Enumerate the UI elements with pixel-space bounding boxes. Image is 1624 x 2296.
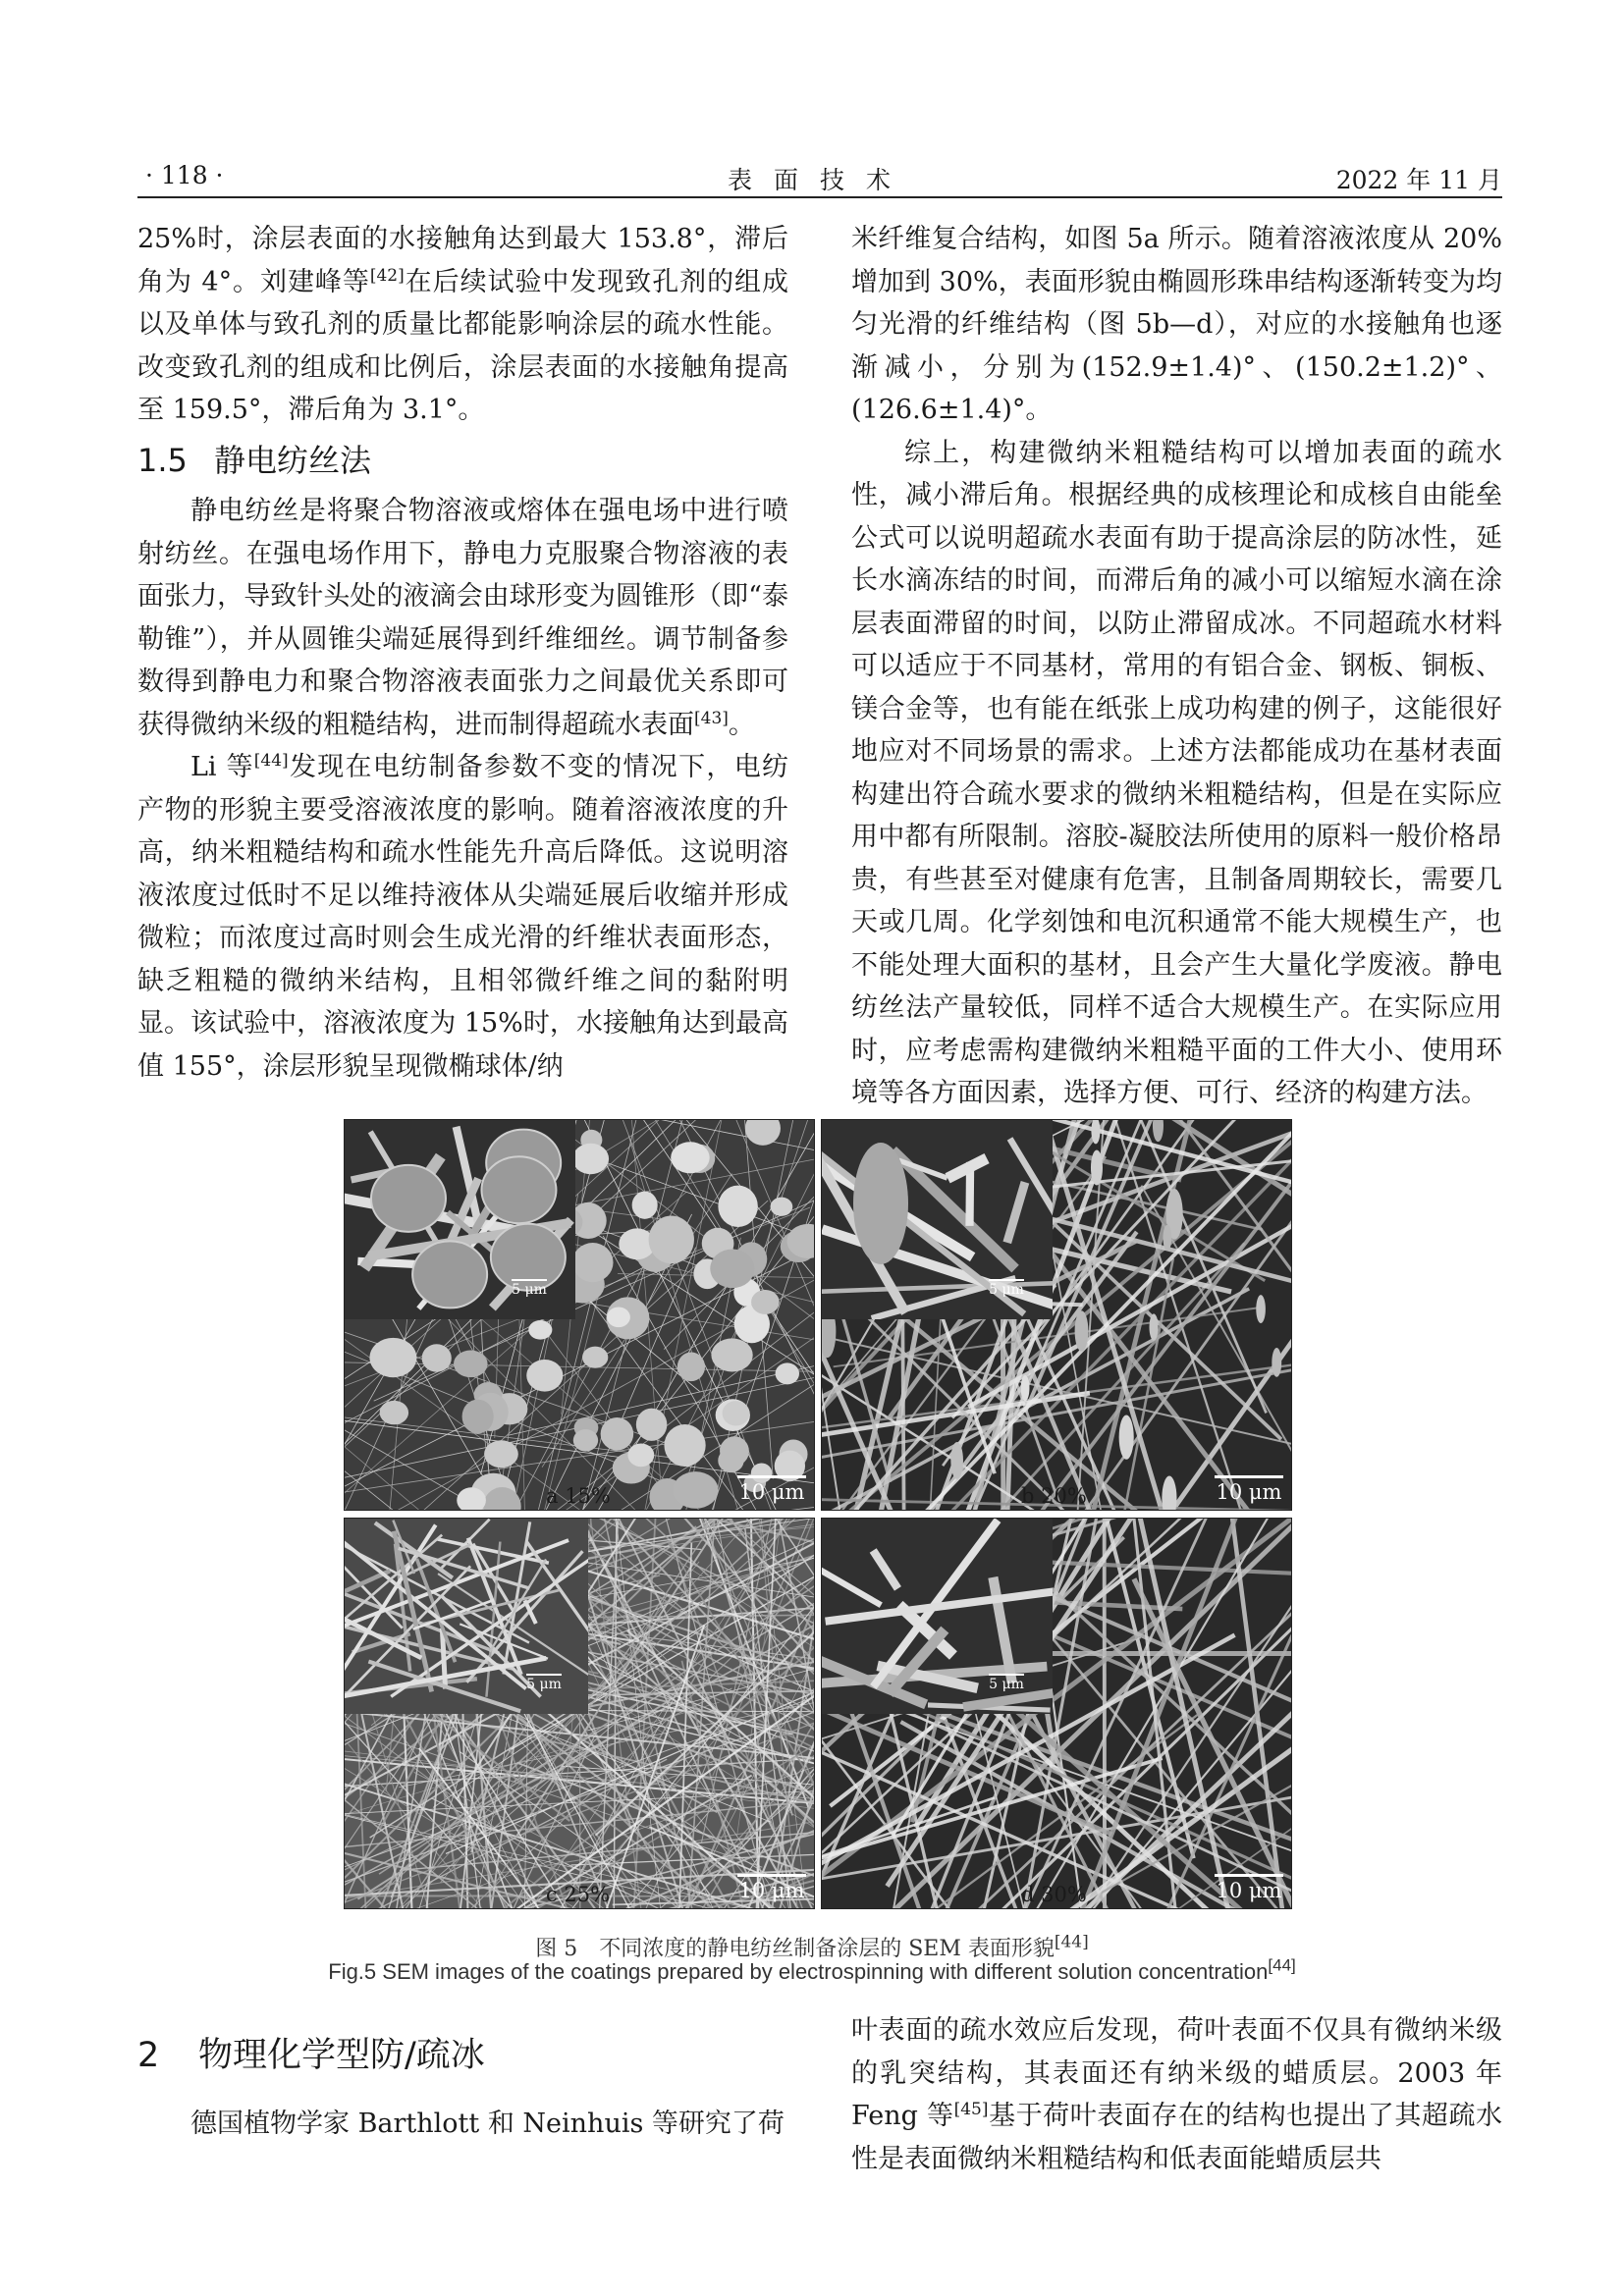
citation[interactable]: [44] — [253, 751, 289, 771]
paragraph: 25%时，涂层表面的水接触角达到最大 153.8°，滞后角为 4°。刘建峰等[42]在后续试验中发现致孔剂的组成以及单体与致孔剂的质量比都能影响涂层的疏水性能。改变致孔剂的组成和比例后，涂层表面的水接触角提高至 159.5°，滞后角为 3.1°。 — [137, 224, 789, 425]
citation[interactable]: [44] — [1268, 1955, 1296, 1975]
section-heading-1-5: 1.5 静电纺丝法 — [137, 441, 372, 479]
right-column — [851, 218, 1502, 1115]
inset-scale-bar: 5 μm — [526, 1674, 562, 1692]
inset-scale-bar: 5 μm — [512, 1279, 547, 1298]
paragraph: 综上，构建微纳米粗糙结构可以增加表面的疏水性，减小滞后角。根据经典的成核理论和成核自由能垒公式可以说明超疏水表面有助于提高涂层的防冰性，延长水滴冻结的时间，而滞后角的减小可以缩短水滴在涂层表面滞留的时间，以防止滞留成冰。不同超疏水材料可以适应于不同基材，常用的有铝合金、钢板、铜板、镁合金等，也有能在纸张上成功构建的例子，这能很好地应对不同场景的需求。上述方法都能成功在基材表面构建出符合疏水要求的微纳米粗糙结构，但是在实际应用中都有所限制。溶胶-凝胶法所使用的原料一般价格昂贵，有些甚至对健康有危害，且制备周期较长，需要几天或几周。化学刻蚀和电沉积通常不能大规模生产，也不能处理大面积的基材，且会产生大量化学废液。静电纺丝法产量较低，同样不适合大规模生产。在实际应用时，应考虑需构建微纳米粗糙平面的工件大小、使用环境等各方面因素，选择方便、可行、经济的构建方法。 — [851, 437, 1502, 1108]
citation[interactable]: [44] — [1054, 1932, 1089, 1952]
panel-label-d: d 30% — [1021, 1883, 1087, 1906]
inset-scale-bar: 5 μm — [989, 1279, 1024, 1298]
sem-image-c — [344, 1518, 815, 1909]
inset-scale-bar: 5 μm — [989, 1674, 1024, 1692]
figure-caption-cn: 图 5 不同浓度的静电纺丝制备涂层的 SEM 表面形貌[44] — [535, 1932, 1089, 1961]
citation[interactable]: [43] — [694, 708, 729, 728]
scale-bar: 10 μm — [737, 1874, 806, 1902]
panel-label-c: c 25% — [546, 1883, 611, 1906]
sem-image-d — [821, 1518, 1292, 1909]
left-column-bottom — [137, 2103, 788, 2146]
sem-image-b — [821, 1119, 1292, 1511]
paragraph: 叶表面的疏水效应后发现，荷叶表面不仅具有微纳米级的乳突结构，其表面还有纳米级的蜡质层。2003 年 Feng 等[45]基于荷叶表面存在的结构也提出了其超疏水性是表面微纳米粗糙结构和低表面能蜡质层共 — [851, 2015, 1503, 2174]
sem-image-a — [344, 1119, 815, 1511]
right-column-bottom — [851, 2009, 1502, 2180]
paragraph: Li 等[44]发现在电纺制备参数不变的情况下，电纺产物的形貌主要受溶液浓度的影响。随着溶液浓度的升高，纳米粗糙结构和疏水性能先升高后降低。这说明溶液浓度过低时不足以维持液体从尖端延展后收缩并形成微粒；而浓度过高时则会生成光滑的纤维状表面形态，缺乏粗糙的微纳米结构，且相邻微纤维之间的黏附明显。该试验中，溶液浓度为 15%时，水接触角达到最高值 155°，涂层形貌呈现微椭球体/纳 — [137, 751, 788, 1082]
panel-label-a: a 15% — [546, 1484, 611, 1508]
running-header — [137, 157, 1502, 196]
scale-bar: 10 μm — [1215, 1874, 1283, 1902]
paragraph: 米纤维复合结构，如图 5a 所示。随着溶液浓度从 20%增加到 30%，表面形貌由椭圆形珠串结构逐渐转变为均匀光滑的纤维结构（图 5b—d），对应的水接触角也逐渐减小，分别为(152.9±1.4)°、(150.2±1.2)°、(126.6±1.4)°。 — [851, 224, 1502, 425]
journal-title: 表面技术 — [727, 166, 912, 194]
figure-caption-en: Fig.5 SEM images of the coatings prepared by electrospinning with different solution concentration[44] — [328, 1955, 1296, 1984]
paragraph: 德国植物学家 Barthlott 和 Neinhuis 等研究了荷 — [190, 2109, 785, 2139]
paragraph: 静电纺丝是将聚合物溶液或熔体在强电场中进行喷射纺丝。在强电场作用下，静电力克服聚合物溶液的表面张力，导致针头处的液滴会由球形变为圆锥形（即“泰勒锥”），并从圆锥尖端延展得到纤维细丝。调节制备参数得到静电力和聚合物溶液表面张力之间最优关系即可获得微纳米级的粗糙结构，进而制得超疏水表面[43]。 — [137, 496, 788, 740]
citation[interactable]: [42] — [369, 265, 405, 286]
scale-bar: 10 μm — [1215, 1475, 1283, 1504]
panel-label-b: b 20% — [1021, 1484, 1087, 1508]
scale-bar: 10 μm — [737, 1475, 806, 1504]
page-number: · 118 · — [145, 161, 224, 189]
issue-date: 2022 年 11 月 — [1335, 166, 1502, 194]
left-column — [137, 218, 788, 1088]
header-rule — [137, 196, 1502, 198]
citation[interactable]: [45] — [953, 2100, 989, 2119]
section-heading-2: 2 物理化学型防/疏冰 — [137, 2036, 485, 2075]
